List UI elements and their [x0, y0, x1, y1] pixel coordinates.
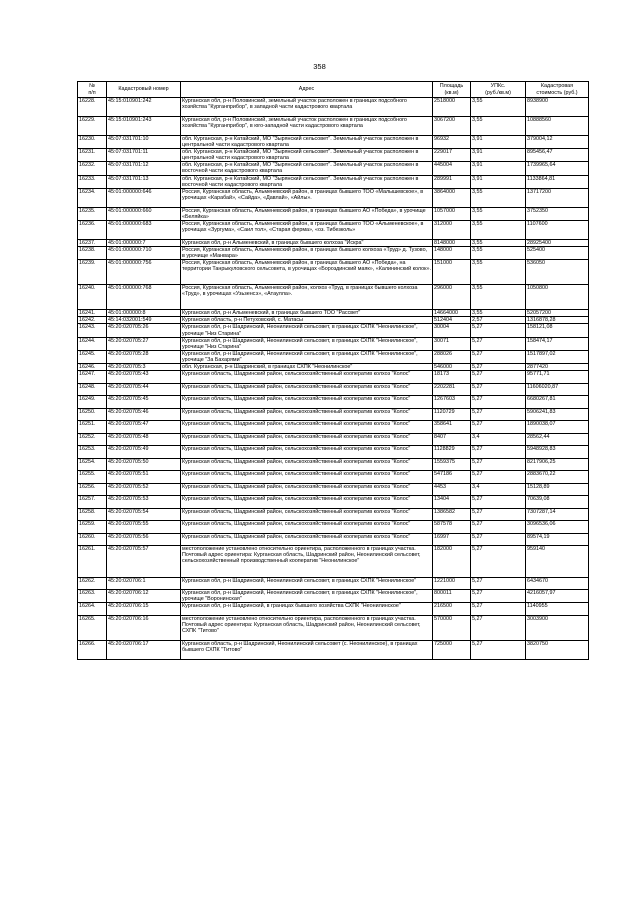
header-cadastral-number: Кадастровый номер — [107, 82, 181, 98]
upks-cell: 5,27 — [471, 337, 526, 350]
upks-cell: 5,27 — [471, 458, 526, 471]
row-number-cell: 16257. — [78, 496, 107, 509]
table-row — [78, 239, 589, 246]
area-cell: 296000 — [433, 285, 471, 310]
cadastral-cost-cell: 1140955 — [526, 603, 589, 616]
row-number-cell: 16248. — [78, 383, 107, 396]
cadastral-cost-cell: 1050800 — [526, 285, 589, 310]
address-cell: Курганская область, Шадринский район, сельскохозяйственный кооператив колхоз "Колос" — [181, 446, 433, 459]
cadastral-number-cell: 45:01:000000:756 — [107, 260, 181, 285]
row-number-cell: 16243. — [78, 324, 107, 337]
area-cell: 3864000 — [433, 188, 471, 207]
area-cell: 1057000 — [433, 207, 471, 220]
cadastral-number-cell: 45:01:000000:683 — [107, 220, 181, 239]
cadastral-cost-cell: 5906241,83 — [526, 408, 589, 421]
upks-cell: 5,27 — [471, 383, 526, 396]
upks-cell: 5,27 — [471, 396, 526, 409]
area-cell: 312000 — [433, 220, 471, 239]
address-cell: Курганская обл, р-н Половинский, земельный участок расположен в границах подсобного хозяйства "Курганприбор", в юго-западной части кадастрового квартала — [181, 117, 433, 136]
page-number: 358 — [313, 62, 326, 71]
cadastral-number-cell: 45:07:031701:10 — [107, 136, 181, 149]
cadastral-number-cell: 45:07:031701:12 — [107, 162, 181, 175]
row-number-cell: 16229. — [78, 117, 107, 136]
address-cell: Курганская обл, р-н Шадринский, Неонилинский сельсовет, в границах СХПК "Неонилинское", урочище "Низ Старина" — [181, 337, 433, 350]
table-row — [78, 350, 589, 363]
upks-cell: 3,55 — [471, 117, 526, 136]
upks-cell: 5,27 — [471, 421, 526, 434]
table-row — [78, 483, 589, 496]
area-cell: 229017 — [433, 149, 471, 162]
table-row — [78, 590, 589, 603]
cadastral-cost-cell: 52057200 — [526, 310, 589, 317]
address-cell: Курганская область, Шадринский район, сельскохозяйственный кооператив колхоз "Колос" — [181, 433, 433, 446]
cadastral-number-cell: 45:20:020705:45 — [107, 396, 181, 409]
area-cell: 13404 — [433, 496, 471, 509]
cadastral-number-cell: 45:20:020705:54 — [107, 508, 181, 521]
upks-cell: 3,4 — [471, 483, 526, 496]
area-cell: 445004 — [433, 162, 471, 175]
cadastral-number-cell: 45:20:020705:44 — [107, 383, 181, 396]
area-cell: 148000 — [433, 247, 471, 260]
table-row — [78, 603, 589, 616]
cadastral-cost-cell: 3820750 — [526, 640, 589, 659]
cadastral-cost-cell: 11606020,87 — [526, 383, 589, 396]
cadastral-cost-cell: 6434670 — [526, 577, 589, 590]
cadastral-cost-cell: 1316878,28 — [526, 317, 589, 324]
table-row — [78, 98, 589, 117]
cadastral-number-cell: 45:01:000000:710 — [107, 247, 181, 260]
area-cell: 1559375 — [433, 458, 471, 471]
row-number-cell: 16265. — [78, 615, 107, 640]
row-number-cell: 16256. — [78, 483, 107, 496]
table-row — [78, 546, 589, 578]
address-cell: Курганская область, Шадринский район, сельскохозяйственный кооператив колхоз "Колос" — [181, 521, 433, 534]
table-row — [78, 521, 589, 534]
address-cell: Курганская обл, р-н Шадринский, Неонилинский сельсовет, в границах СХПК "Неонилинское" — [181, 577, 433, 590]
table-row — [78, 136, 589, 149]
table-row — [78, 188, 589, 207]
cadastral-cost-cell: 158121,08 — [526, 324, 589, 337]
cadastral-number-cell: 45:20:020706:1 — [107, 577, 181, 590]
cadastral-number-cell: 45:07:031701:11 — [107, 149, 181, 162]
upks-cell: 5,27 — [471, 371, 526, 384]
address-cell: Курганская обл, р-н Шадринский, Неонилинский сельсовет, в границах СХПК "Неонилинское", урочище "За Бахарями" — [181, 350, 433, 363]
cadastral-cost-cell: 4216057,97 — [526, 590, 589, 603]
cadastral-cost-cell: 959140 — [526, 546, 589, 578]
address-cell: Россия, Курганская область, Альменевский район, колхоз «Труд, в границах бывшего колхоза «Труд», в урочищах «Узьзенсэ», «Атаулла». — [181, 285, 433, 310]
row-number-cell: 16266. — [78, 640, 107, 659]
row-number-cell: 16238. — [78, 247, 107, 260]
address-cell: местоположение установлено относительно ориентира, расположенного в границах участка. Почтовый адрес ориентира: Курганская область, Шадринский район, Неонилинский сельсовет, СХПК "Титово" — [181, 615, 433, 640]
area-cell: 3067200 — [433, 117, 471, 136]
area-cell: 1267603 — [433, 396, 471, 409]
cadastral-number-cell: 45:01:000000:8 — [107, 310, 181, 317]
cadastral-number-cell: 45:15:010901:243 — [107, 117, 181, 136]
cadastral-number-cell: 45:20:020705:26 — [107, 324, 181, 337]
cadastral-number-cell: 45:01:000000:7 — [107, 239, 181, 246]
row-number-cell: 16254. — [78, 458, 107, 471]
cadastral-number-cell: 45:07:031701:13 — [107, 175, 181, 188]
cadastral-number-cell: 45:20:020705:27 — [107, 337, 181, 350]
row-number-cell: 16230. — [78, 136, 107, 149]
upks-cell: 5,27 — [471, 408, 526, 421]
area-cell: 4453 — [433, 483, 471, 496]
cadastral-cost-cell: 1133864,81 — [526, 175, 589, 188]
address-cell: Курганская обл, р-н Шадринский, Неонилинский сельсовет, в границах СХПК "Неонилинское", урочище "Воронинская" — [181, 590, 433, 603]
cadastral-number-cell: 45:20:020705:46 — [107, 408, 181, 421]
table-row — [78, 207, 589, 220]
cadastral-number-cell: 45:20:020705:52 — [107, 483, 181, 496]
cadastral-number-cell: 45:20:020706:17 — [107, 640, 181, 659]
upks-cell: 3,55 — [471, 220, 526, 239]
address-cell: обл. Курганская, р-н Шадринский, в границах СХПК "Неонилинское" — [181, 363, 433, 370]
cadastral-number-cell: 45:14:032001:549 — [107, 317, 181, 324]
table-row — [78, 220, 589, 239]
address-cell: обл. Курганская, р-н Катайский, МО "Зырянский сельсовет". Земельный участок расположен в восточной части кадастрового квартала — [181, 175, 433, 188]
cadastral-number-cell: 45:20:020705:47 — [107, 421, 181, 434]
cadastral-number-cell: 45:20:020705:28 — [107, 350, 181, 363]
upks-cell: 5,27 — [471, 471, 526, 484]
cadastral-number-cell: 45:20:020705:57 — [107, 546, 181, 578]
table-row — [78, 396, 589, 409]
address-cell: Курганская область, Шадринский район, сельскохозяйственный кооператив колхоз "Колос" — [181, 483, 433, 496]
address-cell: Курганская обл, р-н Альменевский, в границах бывшего колхоза "Искра" — [181, 239, 433, 246]
area-cell: 570000 — [433, 615, 471, 640]
cadastral-cost-cell: 6680267,81 — [526, 396, 589, 409]
address-cell: Курганская область, Шадринский район, сельскохозяйственный кооператив колхоз "Колос" — [181, 508, 433, 521]
row-number-cell: 16241. — [78, 310, 107, 317]
upks-cell: 5,27 — [471, 446, 526, 459]
address-cell: Курганская область, Шадринский район, сельскохозяйственный кооператив колхоз "Колос" — [181, 371, 433, 384]
area-cell: 546000 — [433, 363, 471, 370]
cadastral-number-cell: 45:20:020705:43 — [107, 371, 181, 384]
area-cell: 8148000 — [433, 239, 471, 246]
upks-cell: 5,27 — [471, 640, 526, 659]
upks-cell: 3,55 — [471, 98, 526, 117]
upks-cell: 5,27 — [471, 521, 526, 534]
address-cell: местоположение установлено относительно ориентира, расположенного в границах участка. Почтовый адрес ориентира: Курганская область, Шадринский район, Неонилинский сельсовет, сельскохозяйственный производственный кооператив "Неонилинское" — [181, 546, 433, 578]
cadastral-cost-cell: 28925400 — [526, 239, 589, 246]
address-cell: Россия, Курганская область, Альменевский район, в границах бывшего АО «Победа», в урочище «Беляйка» — [181, 207, 433, 220]
area-cell: 1120729 — [433, 408, 471, 421]
cadastral-number-cell: 45:20:020705:55 — [107, 521, 181, 534]
cadastral-cost-cell: 1890038,07 — [526, 421, 589, 434]
row-number-cell: 16240. — [78, 285, 107, 310]
upks-cell: 5,27 — [471, 496, 526, 509]
row-number-cell: 16252. — [78, 433, 107, 446]
address-cell: обл. Курганская, р-н Катайский, МО "Зырянский сельсовет". Земельный участок расположен в центральной части кадастрового квартала — [181, 149, 433, 162]
header-cadastral-cost: Кадастровая стоимость (руб.) — [526, 82, 589, 98]
row-number-cell: 16233. — [78, 175, 107, 188]
row-number-cell: 16242. — [78, 317, 107, 324]
area-cell: 512404 — [433, 317, 471, 324]
cadastral-cost-cell: 70639,08 — [526, 496, 589, 509]
area-cell: 151000 — [433, 260, 471, 285]
cadastral-table — [77, 81, 589, 660]
upks-cell: 5,27 — [471, 350, 526, 363]
row-number-cell: 16259. — [78, 521, 107, 534]
upks-cell: 5,27 — [471, 577, 526, 590]
row-number-cell: 16236. — [78, 220, 107, 239]
table-row — [78, 508, 589, 521]
upks-cell: 3,55 — [471, 310, 526, 317]
table-row — [78, 421, 589, 434]
table-row — [78, 383, 589, 396]
address-cell: Курганская область, Шадринский район, сельскохозяйственный кооператив колхоз "Колос" — [181, 396, 433, 409]
table-row — [78, 310, 589, 317]
area-cell: 96932 — [433, 136, 471, 149]
upks-cell: 5,27 — [471, 363, 526, 370]
cadastral-cost-cell: 536050 — [526, 260, 589, 285]
row-number-cell: 16264. — [78, 603, 107, 616]
upks-cell: 3,4 — [471, 433, 526, 446]
upks-cell: 3,91 — [471, 162, 526, 175]
area-cell: 358641 — [433, 421, 471, 434]
header-number: № п/п — [78, 82, 107, 98]
row-number-cell: 16251. — [78, 421, 107, 434]
cadastral-cost-cell: 15128,89 — [526, 483, 589, 496]
upks-cell: 5,27 — [471, 590, 526, 603]
cadastral-cost-cell: 8938900 — [526, 98, 589, 117]
row-number-cell: 16228. — [78, 98, 107, 117]
upks-cell: 3,55 — [471, 207, 526, 220]
area-cell: 182000 — [433, 546, 471, 578]
address-cell: Курганская обл, р-н Шадринский, в границах бывшего хозяйства СХПК "Неонилинское" — [181, 603, 433, 616]
cadastral-cost-cell: 1107600 — [526, 220, 589, 239]
upks-cell: 3,55 — [471, 239, 526, 246]
area-cell: 30071 — [433, 337, 471, 350]
area-cell: 1221000 — [433, 577, 471, 590]
table-row — [78, 458, 589, 471]
cadastral-number-cell: 45:01:000000:646 — [107, 188, 181, 207]
area-cell: 14664000 — [433, 310, 471, 317]
table-row — [78, 175, 589, 188]
cadastral-cost-cell: 158474,17 — [526, 337, 589, 350]
cadastral-cost-cell: 89574,19 — [526, 533, 589, 546]
row-number-cell: 16239. — [78, 260, 107, 285]
address-cell: Курганская область, Шадринский район, сельскохозяйственный кооператив колхоз "Колос" — [181, 458, 433, 471]
cadastral-cost-cell: 13717200 — [526, 188, 589, 207]
address-cell: Россия, Курганская область, Альменевский район, в границах бывшего ТОО «Альменевское», в урочищах «Зургума», «Саил тол», «Старая ферма», «оз. Тибезколь» — [181, 220, 433, 239]
table-header-row — [78, 82, 589, 98]
cadastral-number-cell: 45:20:020705:50 — [107, 458, 181, 471]
cadastral-cost-cell: 379004,12 — [526, 136, 589, 149]
table-row — [78, 408, 589, 421]
row-number-cell: 16237. — [78, 239, 107, 246]
row-number-cell: 16246. — [78, 363, 107, 370]
cadastral-cost-cell: 28562,44 — [526, 433, 589, 446]
area-cell: 18173 — [433, 371, 471, 384]
cadastral-cost-cell: 525400 — [526, 247, 589, 260]
row-number-cell: 16260. — [78, 533, 107, 546]
table-row — [78, 162, 589, 175]
cadastral-number-cell: 45:01:000000:768 — [107, 285, 181, 310]
cadastral-cost-cell: 2877420 — [526, 363, 589, 370]
row-number-cell: 16261. — [78, 546, 107, 578]
upks-cell: 3,91 — [471, 175, 526, 188]
table-row — [78, 471, 589, 484]
cadastral-number-cell: 45:15:010901:242 — [107, 98, 181, 117]
cadastral-cost-cell: 3096536,06 — [526, 521, 589, 534]
cadastral-number-cell: 45:20:020706:15 — [107, 603, 181, 616]
address-cell: Курганская область, р-н Петуховский, с. Матасы — [181, 317, 433, 324]
area-cell: 288026 — [433, 350, 471, 363]
table-row — [78, 285, 589, 310]
table-row — [78, 324, 589, 337]
row-number-cell: 16232. — [78, 162, 107, 175]
address-cell: Курганская обл, р-н Шадринский, Неонилинский сельсовет, в границах СХПК "Неонилинское", урочище "Низ Старина" — [181, 324, 433, 337]
address-cell: Курганская область, Шадринский район, сельскохозяйственный кооператив колхоз "Колос" — [181, 421, 433, 434]
cadastral-number-cell: 45:20:020705:49 — [107, 446, 181, 459]
upks-cell: 3,91 — [471, 149, 526, 162]
area-cell: 30004 — [433, 324, 471, 337]
cadastral-cost-cell: 5948928,83 — [526, 446, 589, 459]
cadastral-cost-cell: 895456,47 — [526, 149, 589, 162]
table-row — [78, 247, 589, 260]
row-number-cell: 16234. — [78, 188, 107, 207]
table-row — [78, 363, 589, 370]
table-row — [78, 317, 589, 324]
row-number-cell: 16247. — [78, 371, 107, 384]
table-row — [78, 577, 589, 590]
cadastral-cost-cell: 2883670,22 — [526, 471, 589, 484]
upks-cell: 2,57 — [471, 317, 526, 324]
cadastral-cost-cell: 10888560 — [526, 117, 589, 136]
cadastral-cost-cell: 7307287,14 — [526, 508, 589, 521]
row-number-cell: 16258. — [78, 508, 107, 521]
table-row — [78, 615, 589, 640]
address-cell: Россия, Курганская область, Альменевский район, в границах бывшего АО «Победа», на территории Танрыкуловского сельсовета, в урочищах «Бороздинский маяк», «Калининский колок». — [181, 260, 433, 285]
address-cell: Курганская область, Шадринский район, сельскохозяйственный кооператив колхоз "Колос" — [181, 533, 433, 546]
cadastral-cost-cell: 95771,71 — [526, 371, 589, 384]
upks-cell: 5,27 — [471, 324, 526, 337]
table-row — [78, 337, 589, 350]
upks-cell: 5,27 — [471, 546, 526, 578]
area-cell: 800011 — [433, 590, 471, 603]
row-number-cell: 16244. — [78, 337, 107, 350]
cadastral-number-cell: 45:20:020705:48 — [107, 433, 181, 446]
table-row — [78, 149, 589, 162]
table-row — [78, 260, 589, 285]
upks-cell: 3,55 — [471, 188, 526, 207]
address-cell: Курганская обл, р-н Половинский, земельный участок расположен в границах подсобного хозяйства "Курганприбор", в западной части кадастрового квартала — [181, 98, 433, 117]
address-cell: обл. Курганская, р-н Катайский, МО "Зырянский сельсовет". Земельный участок расположен в восточной части кадастрового квартала — [181, 162, 433, 175]
address-cell: Курганская область, Шадринский район, сельскохозяйственный кооператив колхоз "Колос" — [181, 496, 433, 509]
area-cell: 1128829 — [433, 446, 471, 459]
area-cell: 547186 — [433, 471, 471, 484]
area-cell: 2518000 — [433, 98, 471, 117]
area-cell: 16997 — [433, 533, 471, 546]
table-row — [78, 496, 589, 509]
area-cell: 587578 — [433, 521, 471, 534]
row-number-cell: 16255. — [78, 471, 107, 484]
area-cell: 289991 — [433, 175, 471, 188]
address-cell: Курганская область, Шадринский район, сельскохозяйственный кооператив колхоз "Колос" — [181, 408, 433, 421]
area-cell: 2202281 — [433, 383, 471, 396]
upks-cell: 3,55 — [471, 247, 526, 260]
cadastral-cost-cell: 1517897,02 — [526, 350, 589, 363]
header-address: Адрес — [181, 82, 433, 98]
row-number-cell: 16253. — [78, 446, 107, 459]
cadastral-number-cell: 45:20:020706:16 — [107, 615, 181, 640]
upks-cell: 5,27 — [471, 603, 526, 616]
table-row — [78, 446, 589, 459]
address-cell: Россия, Курганская область, Альменевский район, в границах бывшего колхоза «Труд» д. Тузово, в урочище «Манвара» — [181, 247, 433, 260]
row-number-cell: 16249. — [78, 396, 107, 409]
address-cell: Курганская область, Шадринский район, сельскохозяйственный кооператив колхоз "Колос" — [181, 471, 433, 484]
cadastral-cost-cell: 3003900 — [526, 615, 589, 640]
table-row — [78, 640, 589, 659]
cadastral-cost-cell: 3752350 — [526, 207, 589, 220]
row-number-cell: 16250. — [78, 408, 107, 421]
cadastral-cost-cell: 1739965,64 — [526, 162, 589, 175]
header-upks: УПКс. (руб./кв.м) — [471, 82, 526, 98]
address-cell: Курганская обл, р-н Альменевский, в границах бывшего ТОО "Рассвет" — [181, 310, 433, 317]
table-row — [78, 433, 589, 446]
table-row — [78, 533, 589, 546]
upks-cell: 3,55 — [471, 285, 526, 310]
row-number-cell: 16245. — [78, 350, 107, 363]
cadastral-number-cell: 45:20:020705:56 — [107, 533, 181, 546]
table-row — [78, 117, 589, 136]
address-cell: Курганская область, Шадринский район, сельскохозяйственный кооператив колхоз "Колос" — [181, 383, 433, 396]
row-number-cell: 16262. — [78, 577, 107, 590]
table-row — [78, 371, 589, 384]
row-number-cell: 16231. — [78, 149, 107, 162]
cadastral-number-cell: 45:20:020705:51 — [107, 471, 181, 484]
area-cell: 216500 — [433, 603, 471, 616]
row-number-cell: 16235. — [78, 207, 107, 220]
row-number-cell: 16263. — [78, 590, 107, 603]
upks-cell: 5,27 — [471, 615, 526, 640]
area-cell: 8407 — [433, 433, 471, 446]
address-cell: обл. Курганская, р-н Катайский, МО "Зырянский сельсовет". Земельный участок расположен в центральной части кадастрового квартала — [181, 136, 433, 149]
upks-cell: 5,27 — [471, 533, 526, 546]
address-cell: Россия, Курганская область, Альменевский район, в границах бывшего ТОО «Малышевское», в урочищах «Карабай», «Сайда», «Давлай», «Айлы». — [181, 188, 433, 207]
header-area: Площадь (кв.м) — [433, 82, 471, 98]
cadastral-cost-cell: 8217906,25 — [526, 458, 589, 471]
cadastral-number-cell: 45:20:020705:53 — [107, 496, 181, 509]
upks-cell: 3,55 — [471, 260, 526, 285]
address-cell: Курганская область, р-н Шадринский, Неонилинский сельсовет (с. Неонилинское), в границах бывшего СХПК "Титово" — [181, 640, 433, 659]
area-cell: 725000 — [433, 640, 471, 659]
cadastral-number-cell: 45:20:020706:12 — [107, 590, 181, 603]
upks-cell: 3,91 — [471, 136, 526, 149]
cadastral-number-cell: 45:20:020705:3 — [107, 363, 181, 370]
upks-cell: 5,27 — [471, 508, 526, 521]
cadastral-number-cell: 45:01:000000:660 — [107, 207, 181, 220]
area-cell: 1386582 — [433, 508, 471, 521]
